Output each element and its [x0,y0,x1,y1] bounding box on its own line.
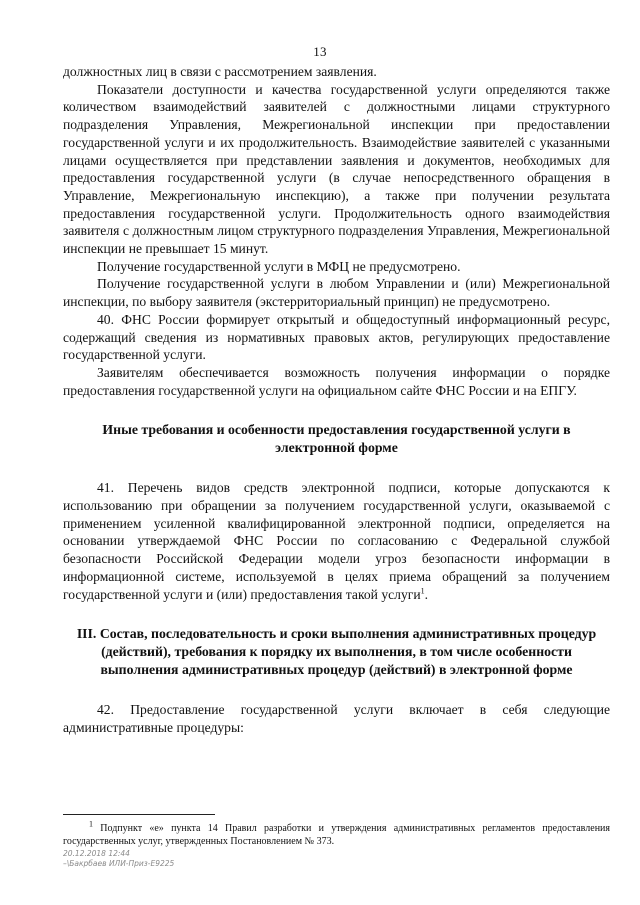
paragraph-41-text: 41. Перечень видов средств электронной подписи, которые допускаются к использованию при обращении за получением государственной услуги, оказываемой с применением усиленной квалифицированной электронной подписи, определяется на основании утверждаемой ФНС России по согласованию с Федеральной службой безопасности Российской Федерации модели угроз безопасности информации в информационной системе, используемой в целях приема обращений за получением государственной услуги и (или) предоставления такой услуги [63,480,610,602]
page-number: 13 [313,44,327,59]
print-stamp-code: –\Бакрбаев ИЛИ-Приз-Е9225 [63,859,175,868]
paragraph-information: Заявителям обеспечивается возможность получения информации о порядке предоставления государственной услуги на официальном сайте ФНС России и на ЕПГУ. [63,364,610,398]
print-stamp-date: 20.12.2018 12:44 [63,849,130,858]
footnote-divider [63,814,215,815]
paragraph-extraterritorial: Получение государственной услуги в любом Управлении и (или) Межрегиональной инспекции, по выбору заявителя (экстерриториальный принцип) не предусмотрено. [63,276,610,310]
document-body [63,63,610,737]
section-heading-iii: III. Состав, последовательность и сроки выполнения административных процедур (действий), требования к порядку их выполнения, в том числе особенности выполнения административных процедур (действий) в электронной форме [76,626,597,678]
paragraph-mfc: Получение государственной услуги в МФЦ не предусмотрено. [97,258,461,274]
paragraph-40: 40. ФНС России формирует открытый и общедоступный информационный ресурс, содержащий сведения из нормативных правовых актов, регулирующих предоставление государственной услуги. [63,311,610,363]
paragraph-continuation: должностных лиц в связи с рассмотрением заявления. [63,64,377,79]
paragraph-41-end: . [424,586,428,602]
footnote-text: Подпункт «е» пункта 14 Правил разработки и утверждения административных регламентов предоставления государственных услуг, утвержденных Постановлением № 373. [63,823,610,847]
footnote-marker: 1 [89,819,93,829]
section-heading-electronic: Иные требования и особенности предоставления государственной услуги в электронной форме [102,422,571,456]
paragraph-41 [63,479,610,603]
footnote-reference: 1 [420,586,425,596]
paragraph-42: 42. Предоставление государственной услуги включает в себя следующие административные процедуры: [63,702,610,735]
paragraph-indicators: Показатели доступности и качества государственной услуги определяются также количеством взаимодействий заявителей с должностными лицами структурного подразделения Управления, Межрегиональной инспекции при предоставлении государственной услуги и их продолжительность. Взаимодействие заявителей с указанными лицами осуществляется при представлении заявления и документов, необходимых для предоставления государственной услуги (в случае непосредственного обращения в Управление, Межрегиональную инспекцию), а также при получении результата предоставления государственной услуги. Продолжительность одного взаимодействия заявителя с должностным лицом структурного подразделения Управления, Межрегиональной инспекции не превышает 15 минут. [63,81,610,257]
footnote [63,819,610,848]
